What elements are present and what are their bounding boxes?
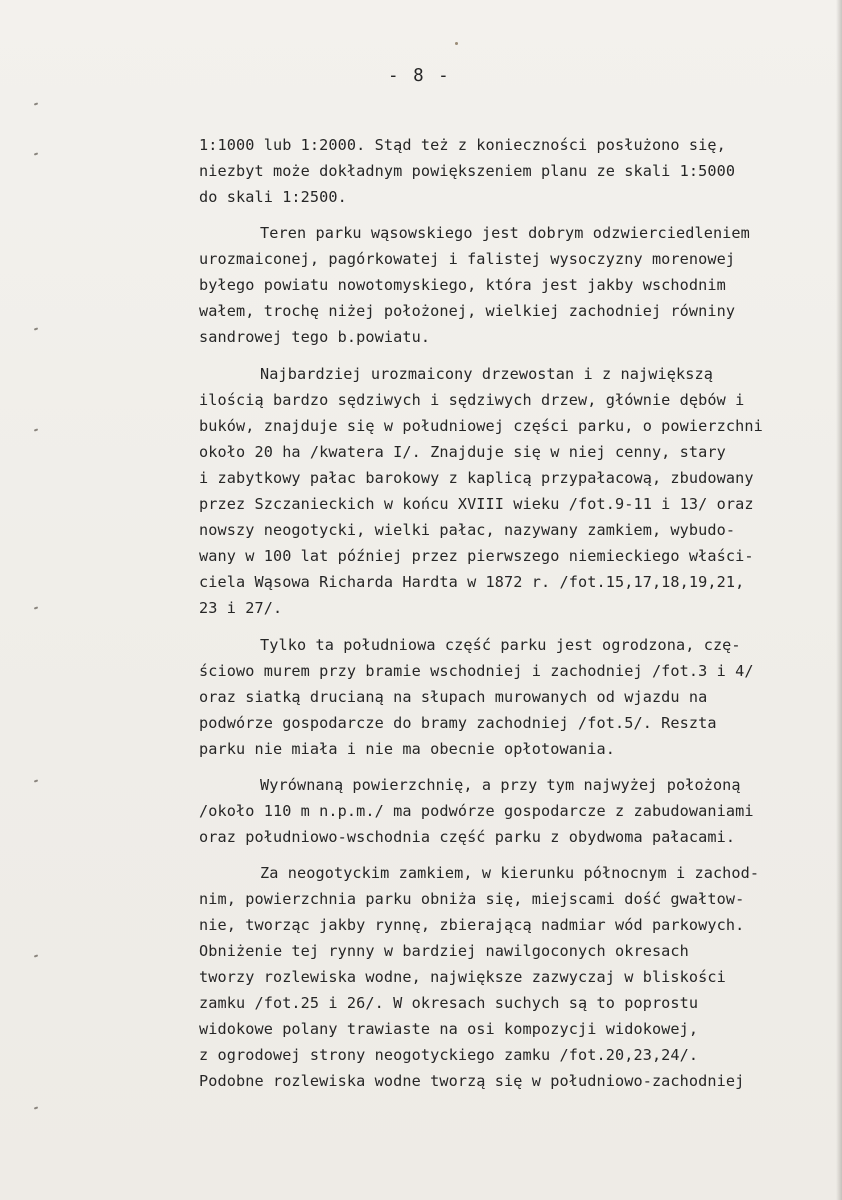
text-line: /około 110 m n.p.m./ ma podwórze gospodarcze z zabudowaniami [199,802,754,820]
text-line: Najbardziej urozmaicony drzewostan i z największą [260,365,713,383]
text-line: Teren parku wąsowskiego jest dobrym odzwierciedleniem [260,224,750,242]
text-line: podwórze gospodarcze do bramy zachodniej /fot.5/. Reszta [199,714,717,732]
text-line: wałem, trochę niżej położonej, wielkiej zachodniej równiny [199,302,736,320]
text-line: Podobne rozlewiska wodne tworzą się w południowo-zachodniej [199,1072,745,1090]
text-line: urozmaiconej, pagórkowatej i falistej wysoczyzny morenowej [199,250,736,268]
binding-hole-mark [34,327,38,330]
text-line: sandrowej tego b.powiatu. [199,328,431,346]
paper-speck [455,42,458,45]
text-line: nim, powierzchnia parku obniża się, miejscami dość gwałtow- [199,890,745,908]
text-line: widokowe polany trawiaste na osi kompozycji widokowej, [199,1020,699,1038]
text-line: Za neogotyckim zamkiem, w kierunku północnym i zachod- [260,864,760,882]
text-line: Tylko ta południowa część parku jest ogrodzona, czę- [260,636,741,654]
binding-hole-mark [34,152,38,155]
text-line: niezbyt może dokładnym powiększeniem planu ze skali 1:5000 [199,162,736,180]
text-line: około 20 ha /kwatera I/. Znajduje się w niej cenny, stary [199,443,726,461]
text-line: przez Szczanieckich w końcu XVIII wieku /fot.9-11 i 13/ oraz [199,495,754,513]
text-line: nowszy neogotycki, wielki pałac, nazywany zamkiem, wybudo- [199,521,736,539]
text-line: do skali 1:2500. [199,188,347,206]
binding-hole-mark [34,954,38,957]
text-line: byłego powiatu nowotomyskiego, która jest jakby wschodnim [199,276,726,294]
page-edge-shadow [836,0,842,1200]
text-line: Wyrównaną powierzchnię, a przy tym najwyżej położoną [260,776,741,794]
binding-hole-mark [34,606,38,609]
binding-hole-mark [34,1106,38,1109]
text-line: ściowo murem przy bramie wschodniej i zachodniej /fot.3 i 4/ [199,662,754,680]
text-line: ciela Wąsowa Richarda Hardta w 1872 r. /fot.15,17,18,19,21, [199,573,745,591]
text-line: oraz siatką drucianą na słupach murowanych od wjazdu na [199,688,708,706]
text-line: Obniżenie tej rynny w bardziej nawilgoconych okresach [199,942,689,960]
binding-hole-mark [34,102,38,105]
binding-hole-mark [34,428,38,431]
text-line: buków, znajduje się w południowej części parku, o powierzchni [199,417,763,435]
text-line: 1:1000 lub 1:2000. Stąd też z konieczności posłużono się, [199,136,726,154]
text-line: i zabytkowy pałac barokowy z kaplicą przypałacową, zbudowany [199,469,754,487]
text-line: 23 i 27/. [199,599,283,617]
text-line: oraz południowo-wschodnia część parku z obydwoma pałacami. [199,828,736,846]
text-line: z ogrodowej strony neogotyckiego zamku /fot.20,23,24/. [199,1046,699,1064]
text-line: zamku /fot.25 i 26/. W okresach suchych są to poprostu [199,994,699,1012]
text-line: wany w 100 lat później przez pierwszego niemieckiego właści- [199,547,754,565]
text-line: nie, tworząc jakby rynnę, zbierającą nadmiar wód parkowych. [199,916,745,934]
text-line: parku nie miała i nie ma obecnie opłotowania. [199,740,615,758]
text-line: ilością bardzo sędziwych i sędziwych drzew, głównie dębów i [199,391,745,409]
page-number: - 8 - [388,66,451,86]
binding-hole-mark [34,779,38,782]
text-line: tworzy rozlewiska wodne, największe zazwyczaj w bliskości [199,968,726,986]
